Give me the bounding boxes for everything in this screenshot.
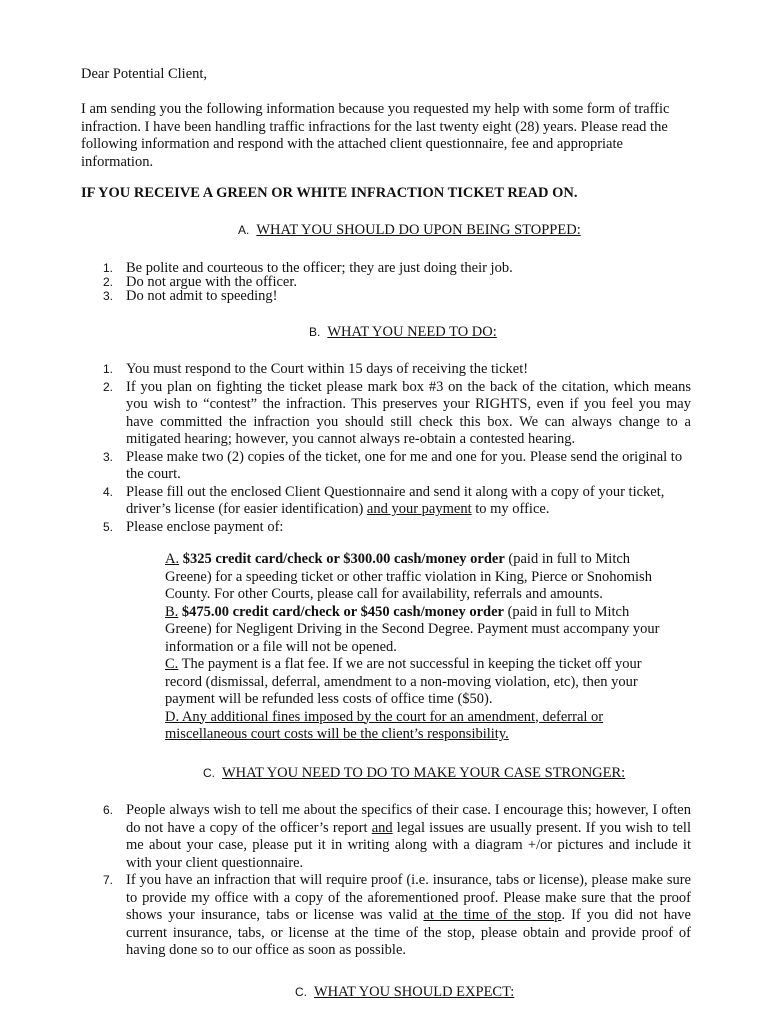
section-c-letter: C. bbox=[203, 766, 215, 780]
list-item bbox=[81, 519, 691, 537]
item-number: 1. bbox=[103, 362, 114, 376]
item-text: Do not admit to speeding! bbox=[126, 288, 278, 304]
item-number: 2. bbox=[103, 275, 114, 289]
payment-amount: $475.00 credit card/check or $450 cash/money order bbox=[178, 603, 504, 620]
section-a-heading bbox=[238, 222, 581, 240]
section-b-list bbox=[81, 361, 691, 536]
list-item bbox=[81, 449, 691, 484]
item-text: Do not argue with the officer. bbox=[126, 274, 298, 290]
intro-paragraph: I am sending you the following information because you requested my help with some form of traffic infraction. I have been handling traffic infractions for the last twenty eight (28) years. Please read the following information and respond with the attached client questionnaire, fee and appropriate information. bbox=[81, 101, 670, 170]
section-b-title: WHAT YOU NEED TO DO: bbox=[327, 324, 497, 340]
list-item bbox=[81, 379, 691, 449]
section-c-heading bbox=[203, 765, 625, 783]
item-text-underlined: and bbox=[371, 819, 393, 836]
list-item bbox=[81, 484, 691, 519]
payment-option-b bbox=[165, 604, 675, 657]
list-item bbox=[81, 261, 691, 275]
payment-tag: B. bbox=[165, 603, 179, 620]
item-number: 5. bbox=[103, 519, 114, 534]
list-item bbox=[81, 289, 691, 303]
item-number: 2. bbox=[103, 379, 114, 394]
item-number: 7. bbox=[103, 873, 114, 887]
item-number: 4. bbox=[103, 484, 114, 499]
item-text: Be polite and courteous to the officer; they are just doing their job. bbox=[126, 260, 513, 276]
list-item bbox=[81, 361, 691, 379]
item-text: legal issues are usually present. If you wish to tell me about your case, please put it in writing along with a diagram +/or pictures and include it with your client questionnaire. bbox=[126, 819, 691, 871]
item-text: If you have an infraction that will require proof (i.e. insurance, tabs or license), please make sure to provide my office with a copy of the aforementioned proof. Please make sure that the proof shows your insurance, tabs or license was valid bbox=[126, 872, 691, 923]
item-text: You must respond to the Court within 15 days of receiving the ticket! bbox=[126, 361, 529, 377]
payment-amount: $325 credit card/check or $300.00 cash/money order bbox=[179, 551, 505, 567]
item-number: 3. bbox=[103, 289, 114, 303]
payment-tag: C. bbox=[165, 656, 179, 672]
item-text: People always wish to tell me about the specifics of their case. I encourage this; however, I often do not have a copy of the officer’s report bbox=[126, 802, 691, 836]
item-text: If you plan on fighting the ticket please mark box #3 on the back of the citation, which means you wish to “contest” the infraction. This preserves your RIGHTS, even if you feel you may have committed the infraction you should still check this box. We can always change to a mitigated hearing; however, you cannot always re-obtain a contested hearing. bbox=[126, 378, 691, 447]
item-text: . If you did not have current insurance, tabs, or license at the time of the stop, please obtain and provide proof of having done so to our office as soon as possible. bbox=[126, 907, 691, 958]
list-item bbox=[81, 802, 691, 872]
section-expect-letter: C. bbox=[295, 985, 307, 999]
section-a-letter: A. bbox=[238, 223, 250, 237]
greeting: Dear Potential Client, bbox=[81, 66, 208, 82]
item-text: Please enclose payment of: bbox=[126, 518, 284, 535]
section-c-title: WHAT YOU NEED TO DO TO MAKE YOUR CASE STRONGER: bbox=[222, 765, 626, 781]
payment-block bbox=[165, 551, 675, 744]
payment-option-c bbox=[165, 656, 675, 709]
list-item bbox=[81, 872, 691, 960]
payment-text: The payment is a flat fee. If we are not successful in keeping the ticket off your record (dismissal, deferral, amendment to a non-moving violation, etc), then your payment will be refunded less costs of office time ($50). bbox=[165, 656, 642, 707]
payment-tag: A. bbox=[165, 551, 180, 567]
section-expect-heading bbox=[295, 984, 514, 1002]
section-a-list bbox=[81, 261, 691, 303]
item-text-underlined: and your payment bbox=[366, 501, 472, 517]
payment-option-a bbox=[165, 551, 675, 604]
item-text: Please fill out the enclosed Client Questionnaire and send it along with a copy of your ticket, driver’s license (for easier identification) bbox=[126, 483, 665, 517]
section-c-list bbox=[81, 802, 691, 960]
item-text-underlined: at the time of the stop bbox=[423, 907, 562, 923]
payment-tag: D. bbox=[165, 708, 180, 725]
item-number: 6. bbox=[103, 803, 114, 817]
section-a-title: WHAT YOU SHOULD DO UPON BEING STOPPED: bbox=[256, 222, 581, 238]
section-b-heading bbox=[309, 324, 497, 342]
item-number: 3. bbox=[103, 449, 114, 464]
item-text: Please make two (2) copies of the ticket, one for me and one for you. Please send the original to the court. bbox=[126, 448, 683, 482]
section-b-letter: B. bbox=[309, 325, 321, 339]
item-text: to my office. bbox=[471, 501, 550, 517]
payment-text: (paid in full to Mitch Greene) for Negligent Driving in the Second Degree. Payment must accompany your information or a file will not be opened. bbox=[165, 603, 660, 655]
list-item bbox=[81, 275, 691, 289]
payment-text: Any additional fines imposed by the court for an amendment, deferral or miscellaneous court costs will be the client’s responsibility. bbox=[165, 708, 604, 742]
section-expect-title: WHAT YOU SHOULD EXPECT: bbox=[314, 984, 515, 1000]
payment-option-d bbox=[165, 709, 675, 744]
payment-text: (paid in full to Mitch Greene) for a speeding ticket or other traffic violation in King, Pierce or Snohomish County. For other Courts, please call for availability, referrals and amounts. bbox=[165, 551, 652, 602]
headline: IF YOU RECEIVE A GREEN OR WHITE INFRACTION TICKET READ ON. bbox=[81, 185, 578, 201]
item-number: 1. bbox=[103, 261, 114, 275]
